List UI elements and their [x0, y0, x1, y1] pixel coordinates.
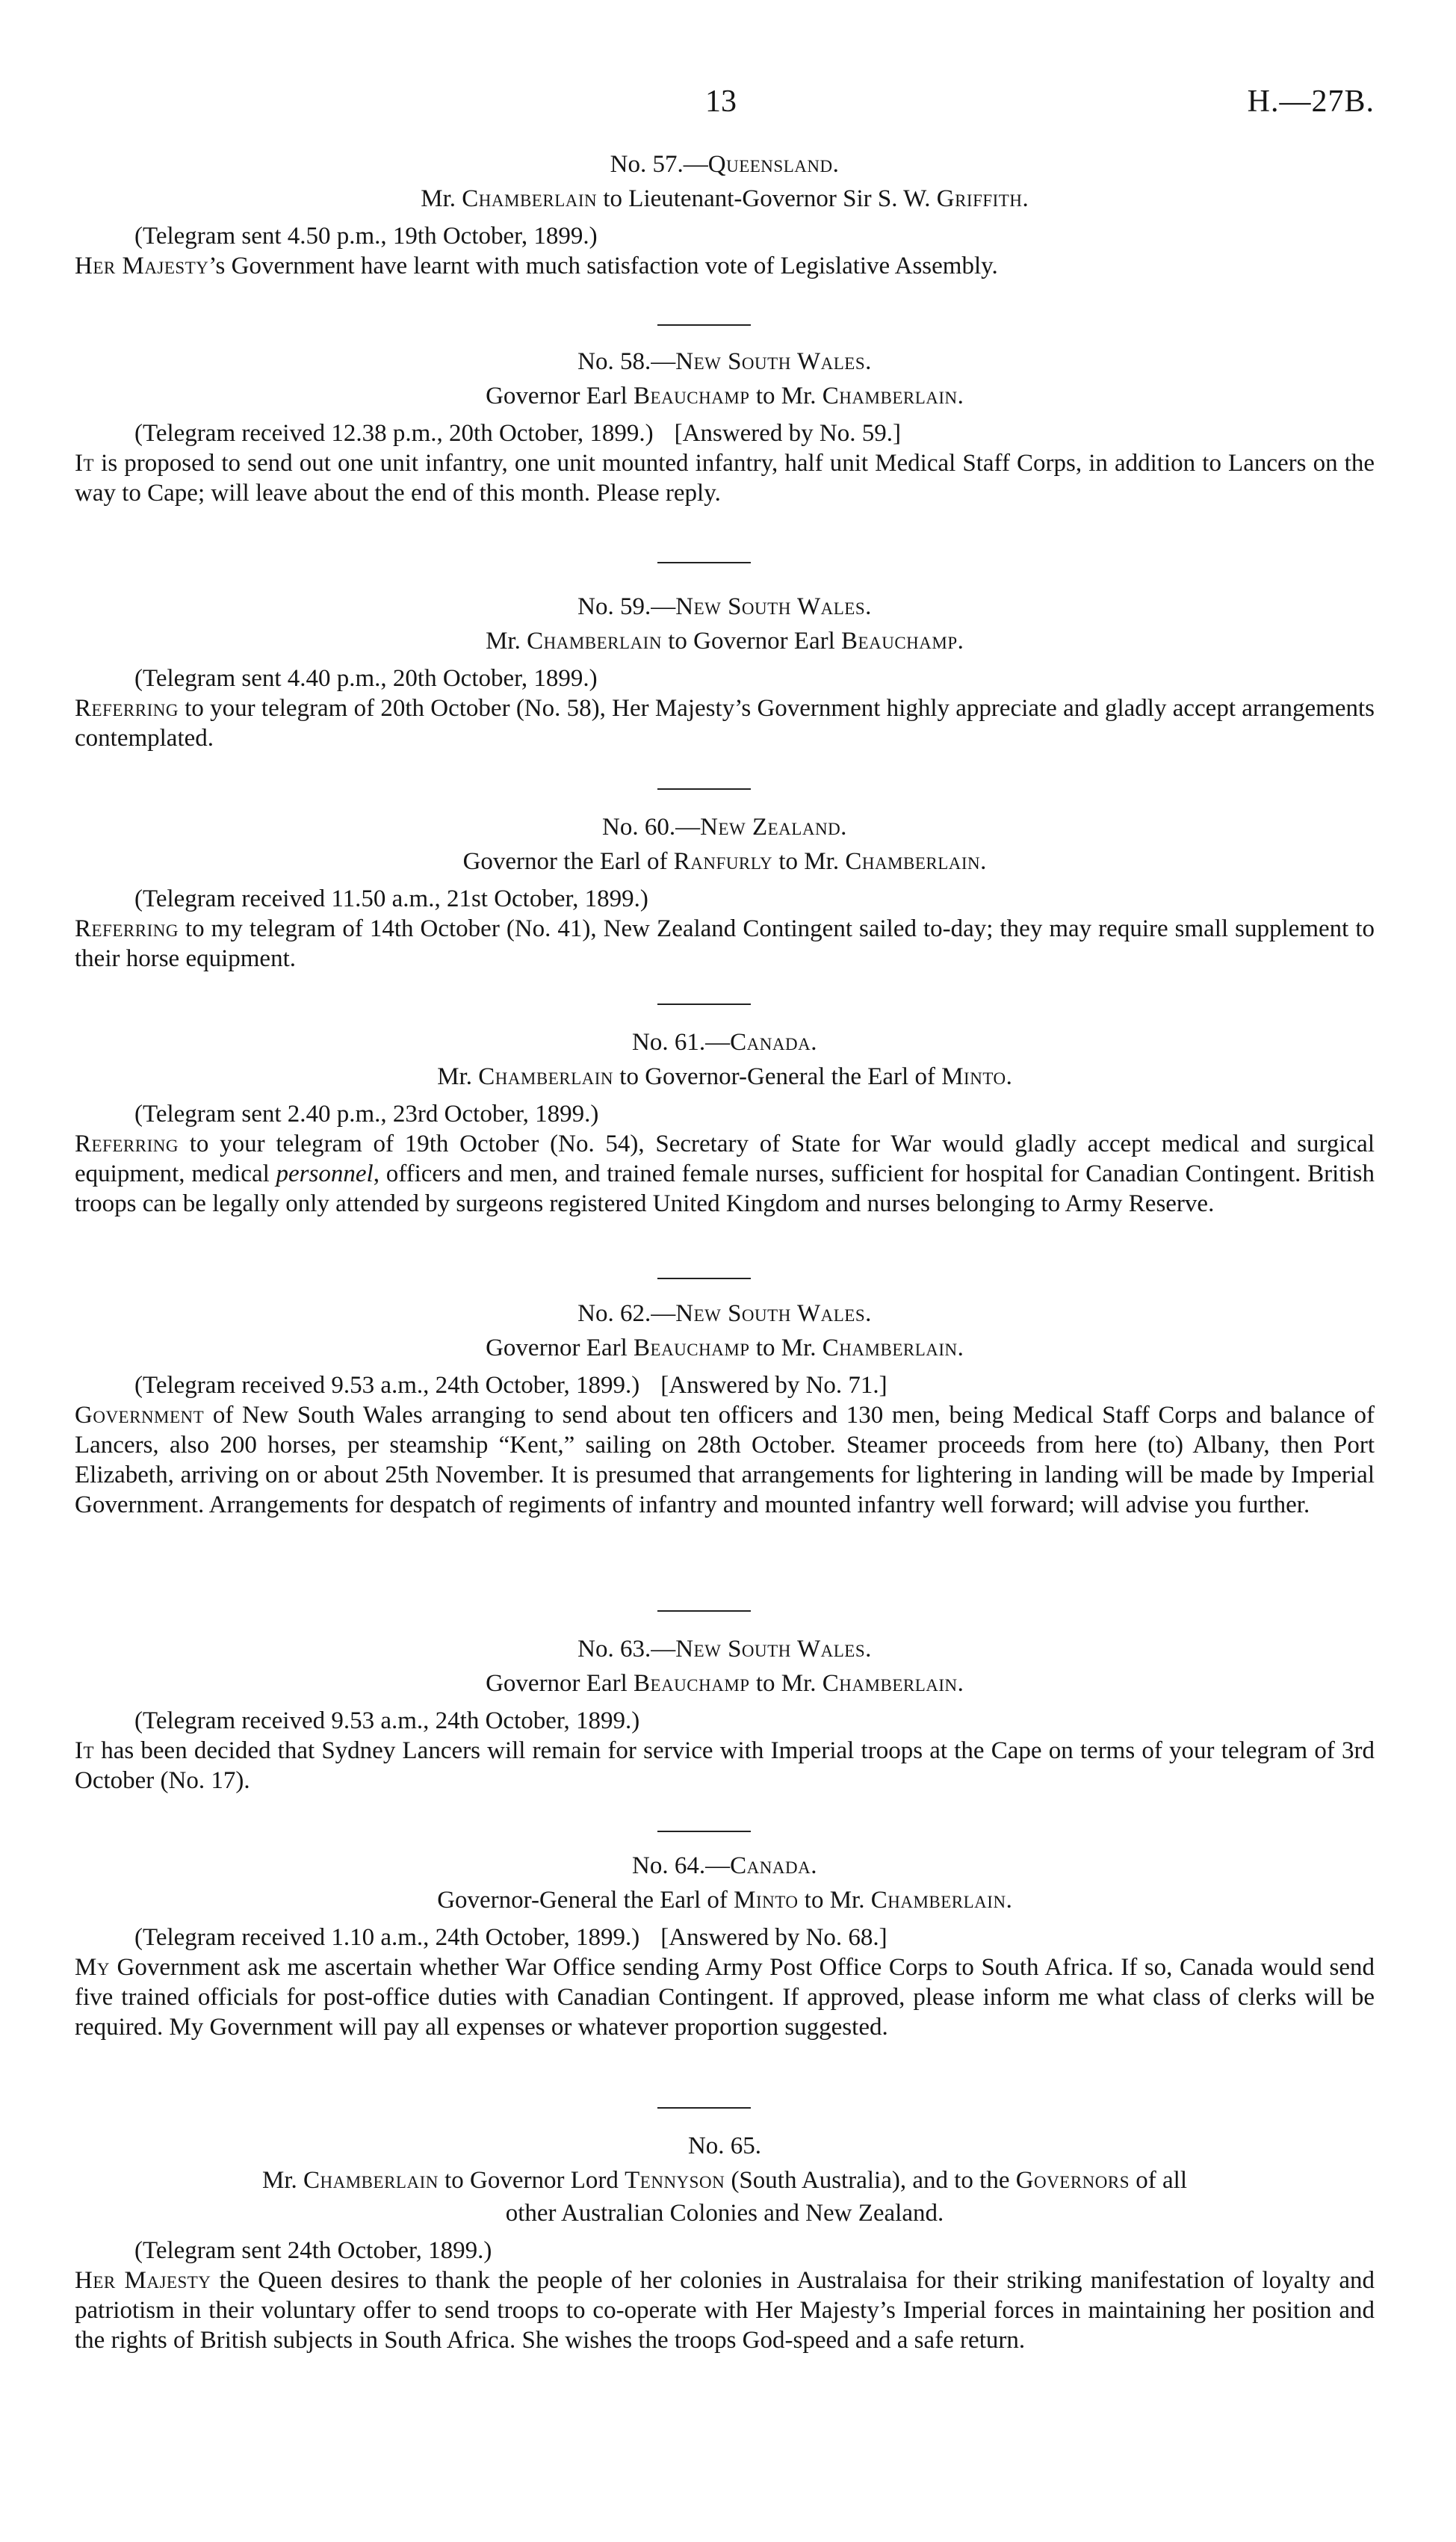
entry-route: Mr. Chamberlain to Governor Lord Tennyson (South Australia), and to the Governors of all [261, 2167, 1187, 2194]
entry-heading: No. 63.—New South Wales. [577, 1636, 872, 1663]
entry-meta: (Telegram received 9.53 a.m., 24th October, 1899.) [Answered by No. 71.] [134, 1372, 887, 1399]
entry-route: Governor Earl Beauchamp to Mr. Chamberlain. [486, 1335, 964, 1361]
entry-body: Referring to my telegram of 14th October (No. 41), New Zealand Contingent sailed to-day; they may require small supplement to their horse equipment. [75, 915, 1375, 972]
separator-rule [657, 1278, 751, 1279]
entry-meta: (Telegram received 11.50 a.m., 21st October, 1899.) [134, 885, 648, 912]
entry-heading: No. 57.—Queensland. [610, 151, 840, 178]
entry-route: Governor Earl Beauchamp to Mr. Chamberlain. [486, 383, 964, 409]
separator-rule [657, 788, 751, 790]
document-reference: H.—27B. [1247, 84, 1375, 119]
entry-meta: (Telegram sent 4.50 p.m., 19th October, 1899.) [134, 223, 598, 250]
entry-route: Mr. Chamberlain to Lieutenant-Governor Sir S. W. Griffith. [421, 185, 1029, 212]
page-number: 13 [705, 84, 737, 119]
separator-rule [657, 1003, 751, 1005]
entry-route: Mr. Chamberlain to Governor-General the Earl of Minto. [437, 1063, 1012, 1090]
entry-heading: No. 65. [687, 2133, 762, 2159]
telegram-no-63 [75, 1633, 1375, 1796]
telegram-no-61 [75, 1026, 1375, 1219]
entry-route: Governor the Earl of Ranfurly to Mr. Chamberlain. [462, 848, 987, 875]
entry-route: Governor Earl Beauchamp to Mr. Chamberlain. [486, 1670, 964, 1697]
entry-heading: No. 61.—Canada. [632, 1029, 817, 1056]
separator-rule [657, 562, 751, 563]
separator-rule [657, 1610, 751, 1612]
entry-heading: No. 59.—New South Wales. [577, 593, 872, 620]
telegram-no-58 [75, 345, 1375, 508]
entry-body: It has been decided that Sydney Lancers will remain for service with Imperial troops at the Cape on terms of your telegram of 3rd October (No. 17). [75, 1737, 1375, 1794]
entry-heading: No. 62.—New South Wales. [577, 1300, 872, 1327]
telegram-no-62 [75, 1297, 1375, 1520]
entry-body: My Government ask me ascertain whether War Office sending Army Post Office Corps to South Africa. If so, Canada would send five trained officials for post-office duties with Canadian Contingent. If approved, please inform me what class of clerks will be required. My Government will pay all expenses or whatever proportion suggested. [75, 1954, 1375, 2041]
entry-body: Her Majesty’s Government have learnt with much satisfaction vote of Legislative Assembly. [75, 253, 998, 279]
entry-route-continued: other Australian Colonies and New Zealand. [505, 2200, 944, 2227]
entry-route: Governor-General the Earl of Minto to Mr. Chamberlain. [437, 1887, 1012, 1914]
entry-body: Government of New South Wales arranging to send about ten officers and 130 men, being Medical Staff Corps and balance of Lancers, also 200 horses, per steamship “Kent,” sailing on 28th October. Steamer proceeds from here (to) Albany, then Port Elizabeth, arriving on or about 25th November. It is presumed that arrangements for lightering in landing will be made by Imperial Government. Arrangements for despatch of regiments of infantry and mounted infantry well forward; will advise you further. [75, 1402, 1375, 1518]
entry-body: It is proposed to send out one unit infantry, one unit mounted infantry, half unit Medical Staff Corps, in addition to Lancers on the way to Cape; will leave about the end of this month. Please reply. [75, 450, 1375, 507]
entry-heading: No. 64.—Canada. [632, 1852, 817, 1879]
telegram-no-60 [75, 811, 1375, 974]
entry-body: Referring to your telegram of 20th October (No. 58), Her Majesty’s Government highly appreciate and gladly accept arrangements contemplated. [75, 695, 1375, 752]
entry-heading: No. 58.—New South Wales. [577, 348, 872, 375]
separator-rule [657, 324, 751, 326]
entry-meta: (Telegram sent 4.40 p.m., 20th October, 1899.) [134, 665, 598, 692]
telegram-no-65 [75, 2130, 1375, 2355]
entry-meta: (Telegram received 9.53 a.m., 24th October, 1899.) [134, 1707, 640, 1734]
entry-body: Referring to your telegram of 19th October (No. 54), Secretary of State for War would gladly accept medical and surgical equipment, medical personnel, officers and men, and trained female nurses, sufficient for hospital for Canadian Contingent. British troops can be legally only attended by surgeons registered United Kingdom and nurses belonging to Army Reserve. [75, 1131, 1375, 1217]
telegram-no-57 [75, 148, 1375, 281]
telegram-no-64 [75, 1849, 1375, 2042]
entry-meta: (Telegram sent 2.40 p.m., 23rd October, 1899.) [134, 1101, 599, 1128]
entry-heading: No. 60.—New Zealand. [602, 814, 847, 841]
separator-rule [657, 2107, 751, 2109]
entry-route: Mr. Chamberlain to Governor Earl Beauchamp. [486, 628, 964, 655]
entry-meta: (Telegram received 1.10 a.m., 24th October, 1899.) [Answered by No. 68.] [134, 1924, 887, 1951]
entry-meta: (Telegram received 12.38 p.m., 20th October, 1899.) [Answered by No. 59.] [134, 420, 902, 447]
telegram-no-59 [75, 590, 1375, 753]
entry-meta: (Telegram sent 24th October, 1899.) [134, 2237, 492, 2264]
entry-body: Her Majesty the Queen desires to thank the people of her colonies in Australaisa for their striking manifestation of loyalty and patriotism in their voluntary offer to send troops to co-operate with Her Majesty’s Imperial forces in maintaining her position and the rights of British subjects in South Africa. She wishes the troops God-speed and a safe return. [75, 2267, 1375, 2354]
separator-rule [657, 1831, 751, 1832]
